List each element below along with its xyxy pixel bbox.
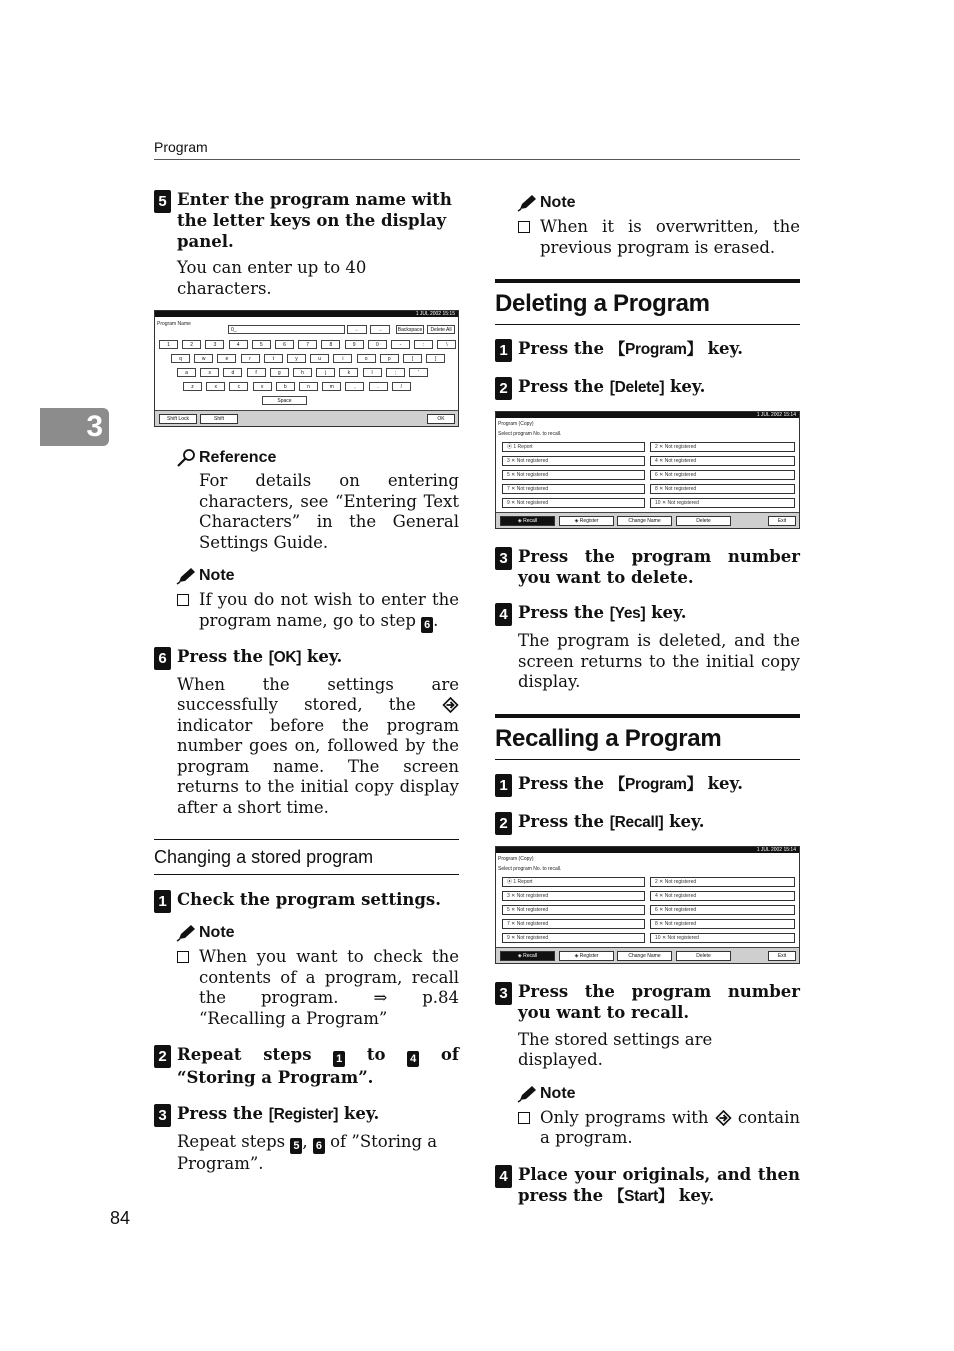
program-screen-delete [495, 411, 800, 529]
program-slot-7[interactable]: 7 ✕ Not registered [502, 919, 645, 929]
step-text: Press the [518, 377, 610, 396]
key-9[interactable]: 0 [368, 340, 387, 349]
reference-text: For details on entering characters, see “Entering Text Characters” in the General Settings Guide. [199, 471, 459, 552]
key-6[interactable]: 7 [298, 340, 317, 349]
step-text-end: key. [701, 773, 743, 793]
program-key-label: 【Program】 [609, 775, 702, 793]
key-2[interactable]: d [223, 368, 242, 377]
subsection-title: Changing a stored program [154, 847, 374, 867]
step-number: 3 [154, 1104, 171, 1127]
pencil-icon [517, 194, 537, 212]
magnifier-icon [176, 449, 196, 467]
yes-key-label: [Yes] [609, 605, 646, 622]
chapter-tab: 3 [40, 408, 109, 446]
step-body: The program is deleted, and the screen returns to the initial copy display. [518, 631, 800, 691]
cursor-right-key[interactable]: → [370, 325, 390, 334]
program-slot-1[interactable]: ⦿ 1 Report [502, 877, 645, 887]
delete-button[interactable]: Delete [676, 516, 731, 526]
step-text: Check the program settings. [177, 890, 441, 909]
step-number: 2 [154, 1045, 171, 1068]
key-2[interactable]: c [229, 382, 248, 391]
program-slot-6[interactable]: 6 ✕ Not registered [650, 905, 795, 915]
step-ref: 5 [290, 1138, 302, 1154]
subsection-rule-bottom [154, 874, 459, 875]
step-6 [154, 646, 459, 668]
program-slot-4[interactable]: 4 ✕ Not registered [650, 891, 795, 901]
step-number: 1 [495, 774, 512, 797]
note-text-end: . [433, 610, 439, 630]
keyboard-screen [154, 310, 459, 427]
recall-step-4 [495, 1164, 800, 1207]
note-item [154, 947, 459, 1029]
key-9[interactable]: ; [386, 368, 405, 377]
step-ref: 4 [407, 1051, 419, 1067]
key-3[interactable]: 4 [229, 340, 248, 349]
key-9[interactable]: p [380, 354, 399, 363]
cursor-left-key[interactable]: ← [347, 325, 367, 334]
step-text-end: key. [663, 811, 705, 831]
exit-button[interactable]: Exit [768, 951, 796, 961]
program-key-label: 【Program】 [609, 341, 702, 358]
section-rule-bottom [495, 324, 800, 325]
checkbox-bullet-icon [518, 221, 530, 233]
body-text-end: indicator before the program number goes on, followed by the program name. The screen returns to the initial copy display after a short time. [177, 715, 459, 817]
delete-all-key[interactable]: Delete All [427, 325, 455, 334]
step-body: You can enter up to 40 characters. [177, 258, 367, 298]
change-name-button[interactable]: Change Name [617, 951, 672, 961]
step-text-mid: to [345, 1045, 408, 1064]
program-bottom-bar [496, 947, 799, 963]
running-header: Program [154, 139, 208, 155]
program-bottom-bar [496, 512, 799, 528]
recall-button[interactable]: ◈ Recall [500, 951, 555, 961]
exit-button[interactable]: Exit [768, 516, 796, 526]
change-step-3 [154, 1103, 459, 1125]
step-text: Enter the program name with the letter keys on the display panel. [177, 190, 452, 251]
page-number: 84 [110, 1208, 131, 1228]
step-text-end: key. [673, 1185, 715, 1205]
checkbox-bullet-icon [177, 594, 189, 606]
body-text-end: of ”Storing a Program”. [177, 1132, 438, 1173]
step-number: 4 [495, 1165, 512, 1188]
key-10[interactable]: - [391, 340, 410, 349]
change-name-button[interactable]: Change Name [617, 516, 672, 526]
section-title-deleting: Deleting a Program [495, 290, 710, 317]
delete-step-3 [495, 546, 800, 588]
keyboard-bottom-bar [155, 410, 458, 426]
note-title: Note [199, 924, 235, 941]
header-rule [154, 159, 800, 160]
key-3[interactable]: r [241, 354, 260, 363]
key-0[interactable]: a [177, 368, 196, 377]
left-column [154, 189, 459, 1175]
program-slot-2[interactable]: 2 ✕ Not registered [650, 442, 795, 452]
step-text-end: key. [701, 339, 743, 358]
key-10[interactable]: [ [403, 354, 422, 363]
section-rule-bottom [495, 759, 800, 760]
note-heading [154, 566, 459, 586]
key-11[interactable]: ] [426, 354, 445, 363]
step-number: 2 [495, 812, 512, 835]
checkbox-bullet-icon [177, 951, 189, 963]
step-text: Press the [518, 339, 610, 358]
key-6[interactable]: j [316, 368, 335, 377]
step-number: 2 [495, 377, 512, 400]
program-slot-3[interactable]: 3 ✕ Not registered [502, 456, 645, 466]
program-slot-4[interactable]: 4 ✕ Not registered [650, 456, 795, 466]
program-name-field[interactable]: 0_ [228, 325, 345, 334]
recall-step-2 [495, 811, 800, 833]
right-column [495, 193, 800, 1207]
key-8[interactable]: o [357, 354, 376, 363]
program-indicator-icon [442, 697, 459, 713]
key-7[interactable]: k [339, 368, 358, 377]
reference-title: Reference [199, 449, 277, 466]
program-slot-10[interactable]: 10 ✕ Not registered [650, 498, 795, 508]
program-slot-7[interactable]: 7 ✕ Not registered [502, 484, 645, 494]
screen-date: 1 JUL 2002 15:14 [496, 412, 799, 418]
program-slot-5[interactable]: 5 ✕ Not registered [502, 470, 645, 480]
key-0[interactable]: z [183, 382, 202, 391]
key-9[interactable]: / [392, 382, 411, 391]
program-slot-6[interactable]: 6 ✕ Not registered [650, 470, 795, 480]
program-slot-2[interactable]: 2 ✕ Not registered [650, 877, 795, 887]
key-6[interactable]: m [322, 382, 341, 391]
key-1[interactable]: 2 [182, 340, 201, 349]
program-slot-8[interactable]: 8 ✕ Not registered [650, 919, 795, 929]
step-text: Press the [518, 603, 610, 622]
note-title: Note [540, 194, 576, 211]
note-heading [495, 193, 800, 213]
body-text: Repeat steps [177, 1132, 291, 1151]
note-title: Note [540, 1084, 576, 1102]
shift-lock-key[interactable]: Shift Lock [159, 414, 197, 424]
key-7[interactable]: i [333, 354, 352, 363]
checkbox-bullet-icon [518, 1112, 530, 1124]
step-ref: 6 [421, 617, 433, 633]
step-ref: 1 [333, 1051, 345, 1067]
key-12[interactable]: \ [437, 340, 456, 349]
step-text-end: key. [301, 646, 343, 666]
step-text: Press the program number you want to delete. [518, 547, 800, 587]
key-1[interactable]: x [206, 382, 225, 391]
body-text: When the settings are successfully stored, the [177, 674, 459, 714]
step-5 [154, 189, 459, 252]
program-slot-8[interactable]: 8 ✕ Not registered [650, 484, 795, 494]
pencil-icon [517, 1085, 537, 1103]
ok-key-label: [OK] [268, 648, 302, 666]
note-heading [154, 923, 459, 943]
recall-button[interactable]: ◈ Recall [500, 516, 555, 526]
step-text-end: key. [664, 377, 706, 396]
start-key-label: 【Start】 [608, 1187, 674, 1205]
delete-step-1 [495, 338, 800, 360]
note-item [154, 590, 459, 633]
key-6[interactable]: u [310, 354, 329, 363]
step-ref: 6 [313, 1138, 325, 1154]
key-2[interactable]: 3 [205, 340, 224, 349]
delete-button[interactable]: Delete [676, 951, 731, 961]
key-8[interactable]: l [363, 368, 382, 377]
step-body [154, 675, 459, 819]
delete-step-2 [495, 376, 800, 398]
program-slot-9[interactable]: 9 ✕ Not registered [502, 498, 645, 508]
program-indicator-icon [715, 1110, 732, 1126]
key-7[interactable]: , [345, 382, 364, 391]
key-3[interactable]: v [253, 382, 272, 391]
register-button[interactable]: ◈ Register [559, 951, 614, 961]
recall-key-label: [Recall] [609, 813, 664, 831]
pencil-icon [176, 567, 196, 585]
key-7[interactable]: 8 [321, 340, 340, 349]
change-step-1 [154, 889, 459, 910]
space-key[interactable]: Space [262, 396, 307, 405]
step-text: Place your originals, and then press the [518, 1164, 800, 1205]
key-3[interactable]: f [247, 368, 266, 377]
note-item [495, 1108, 800, 1149]
step-number: 3 [495, 547, 512, 570]
key-4[interactable]: b [276, 382, 295, 391]
step-text: Press the [177, 646, 269, 666]
key-10[interactable]: ' [409, 368, 428, 377]
body-text-mid: , [302, 1132, 313, 1151]
key-5[interactable]: n [299, 382, 318, 391]
shift-key[interactable]: Shift [200, 414, 238, 424]
step-text: Press the program number you want to recall. [518, 981, 800, 1022]
step-number: 4 [495, 603, 512, 626]
program-slot-9[interactable]: 9 ✕ Not registered [502, 933, 645, 943]
step-body: The stored settings are displayed. [518, 1029, 713, 1069]
delete-step-4 [495, 602, 800, 624]
key-2[interactable]: e [217, 354, 236, 363]
program-slot-5[interactable]: 5 ✕ Not registered [502, 905, 645, 915]
change-step-2 [154, 1044, 459, 1088]
screen-prompt: Select program No. to recall. [498, 431, 562, 437]
backspace-key[interactable]: Backspace [397, 327, 423, 333]
note-text-end: contain a program. [540, 1107, 800, 1147]
screen-date: 1 JUL 2002 15:14 [496, 847, 799, 853]
program-slot-10[interactable]: 10 ✕ Not registered [650, 933, 795, 943]
step-number: 1 [495, 339, 512, 362]
key-1[interactable]: w [194, 354, 213, 363]
program-slot-1[interactable]: ⦿ 1 Report [502, 442, 645, 452]
step-number: 1 [154, 890, 171, 913]
key-4[interactable]: t [264, 354, 283, 363]
note-text: When it is overwritten, the previous program is erased. [540, 217, 800, 257]
step-text-end: of “Storing a Program”. [177, 1045, 459, 1087]
key-4[interactable]: g [270, 368, 289, 377]
step-text-end: key. [338, 1104, 380, 1123]
step-number: 3 [495, 982, 512, 1005]
step-text-end: key. [645, 603, 687, 622]
note-text: If you do not wish to enter the program name, go to step [199, 590, 459, 630]
key-8[interactable]: . [369, 382, 388, 391]
key-0[interactable]: q [171, 354, 190, 363]
step-number: 6 [154, 647, 171, 670]
key-11[interactable]: : [414, 340, 433, 349]
pencil-icon [176, 924, 196, 942]
register-button[interactable]: ◈ Register [559, 516, 614, 526]
delete-key-label: [Delete] [609, 379, 665, 396]
step-number: 5 [154, 190, 171, 213]
note-item [495, 217, 800, 258]
reference-heading [154, 448, 459, 468]
register-key-label: [Register] [268, 1106, 339, 1123]
key-5[interactable]: h [293, 368, 312, 377]
key-4[interactable]: 5 [252, 340, 271, 349]
screen-title: Program (Copy) [498, 855, 534, 862]
step-text: Press the [177, 1104, 269, 1123]
section-title-recalling: Recalling a Program [495, 724, 722, 752]
ok-key[interactable]: OK [427, 414, 455, 424]
note-text: Only programs with [540, 1107, 715, 1127]
key-5[interactable]: 6 [275, 340, 294, 349]
program-slot-3[interactable]: 3 ✕ Not registered [502, 891, 645, 901]
recall-step-1 [495, 773, 800, 795]
note-text: When you want to check the contents of a program, recall the program. ⇒ p.84 “Recalling a Program” [199, 947, 459, 1028]
key-0[interactable]: 1 [159, 340, 178, 349]
recall-step-3 [495, 981, 800, 1023]
step-text: Press the [518, 811, 610, 831]
program-name-label: Program Name [157, 321, 191, 327]
step-text: Repeat steps [177, 1045, 334, 1064]
screen-title: Program (Copy) [498, 421, 534, 427]
key-1[interactable]: s [200, 368, 219, 377]
note-heading [495, 1084, 800, 1104]
key-5[interactable]: y [287, 354, 306, 363]
key-8[interactable]: 9 [345, 340, 364, 349]
step-body [154, 1132, 459, 1175]
step-text: Press the [518, 773, 610, 793]
note-title: Note [199, 567, 235, 584]
screen-prompt: Select program No. to recall. [498, 865, 562, 872]
program-screen-recall [495, 846, 800, 964]
screen-date: 1 JUL 2002 15:15 [155, 311, 458, 317]
